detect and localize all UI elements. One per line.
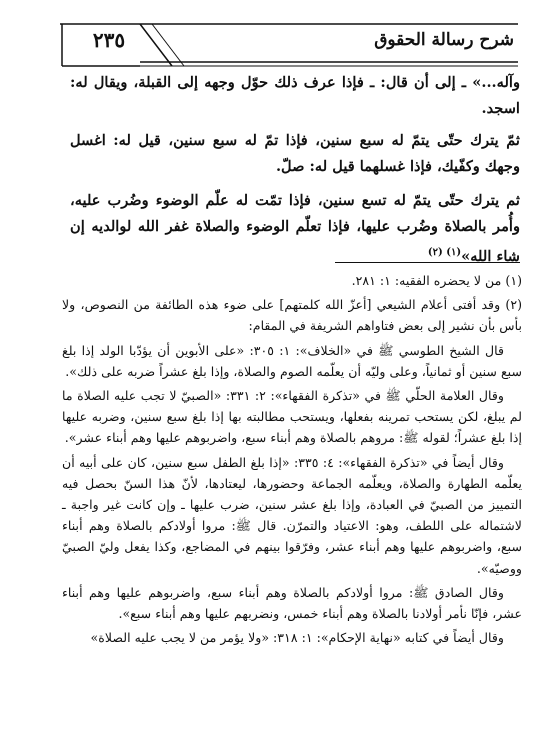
paragraph-1: وآله...» ـ إلى أن قال: ـ فإذا عرف ذلك حوّل وجهه إلى القبلة، ويقال له: اسجد. — [70, 74, 520, 117]
paragraph-3 — [70, 188, 520, 270]
footnote-divider — [335, 262, 520, 263]
footnote-2-para-2: وقال العلامة الحلّي ﷺ في «تذكرة الفقهاء»: ٢: ٣٣١: «الصبيّ لا تجب عليه الصلاة ما لم يبلغ، لكن يستحب تمرينه بفعلها، ويستحب مطالبته بها إذا بلغ سبع سنين، وضربه عليها إذا بلغ عشراً؛ لقوله ﷺ: مروهم بالصلاة وهم أبناء سبع، واضربوهم عليها وهم أبناء عشر». — [62, 388, 522, 446]
main-text — [70, 70, 520, 278]
footnote-2-para-5: وقال أيضاً في كتابه «نهاية الإحكام»: ١: ٣١٨: «ولا يؤمر من لا يجب عليه الصلاة» — [90, 630, 504, 646]
paragraph-2: ثمّ يترك حتّى يتمّ له سبع سنين، فإذا تمّ له سبع سنين، قيل له: اغسل وجهك وكفّيك، فإذا غسلهما قيل له: صلّ. — [70, 132, 520, 175]
footnote-refs: (١) (٢) — [427, 247, 462, 258]
paragraph-3-text: ثم يترك حتّى يتمّ له تسع سنين، فإذا تمّت له علّم الوضوء وضُرب عليه، وأُمر بالصلاة وضُرب عليها، فإذا تعلّم الوضوء والصلاة غفر الله لوالديه إن شاء الله» — [70, 192, 520, 265]
footnote-2-para-3: وقال أيضاً في «تذكرة الفقهاء»: ٤: ٣٣٥: «إذا بلغ الطفل سبع سنين، كان على أبيه أن يعلّمه الطهارة والصلاة، ويعلّمه الجماعة وحضورها، ليعتادها، لأنّ هذا السنّ بحصل فيه التمييز من الصبيّ في العبادة، وإذا بلغ عشر سنين، ضرب عليها ـ وإن كانت غير واجبة ـ لاشتماله على اللطف، وهو: الاعتياد والتمرّن. قال ﷺ: مروا أولادكم بالصلاة وهم أبناء سبع، واضربوهم عليها وهم أبناء عشر، وفرّقوا بينهم في المضاجع، وكذا يفعل وليّ الصبيّ ووصيّه». — [62, 454, 522, 576]
footnote-2-para-1: قال الشيخ الطوسي ﷺ في «الخلاف»: ١: ٣٠٥: «على الأبوين أن يؤدّبا الولد إذا بلغ سبع سنين أو ثمانياً، وعلى وليّه أن يعلّمه الصوم والصلاة، وإذا بلغ عشراً ضربه على ذلك». — [62, 342, 522, 379]
page-header — [60, 22, 518, 68]
running-title: شرح رسالة الحقوق — [374, 30, 514, 50]
footnote-2-para-4: وقال الصادق ﷺ: مروا أولادكم بالصلاة وهم أبناء سبع، واضربوهم عليها وهم أبناء عشر، فإنّا نأمر أولادنا بالصلاة وهم أبناء خمس، ونضربهم عليها وهم أبناء سبع». — [62, 584, 522, 622]
footnote-1: (١) من لا يحضره الفقيه: ١: ٢٨١. — [351, 273, 522, 288]
page-number: ٢٣٥ — [92, 28, 126, 52]
footnotes — [62, 270, 522, 651]
footnote-2: (٢) وقد أفتى أعلام الشيعي [أعزّ الله كلمتهم] على ضوء هذه الطائفة من النصوص، ولا بأس بأن نشير إلى بعض فتاواهم الشريفة في المقام: — [62, 297, 522, 334]
